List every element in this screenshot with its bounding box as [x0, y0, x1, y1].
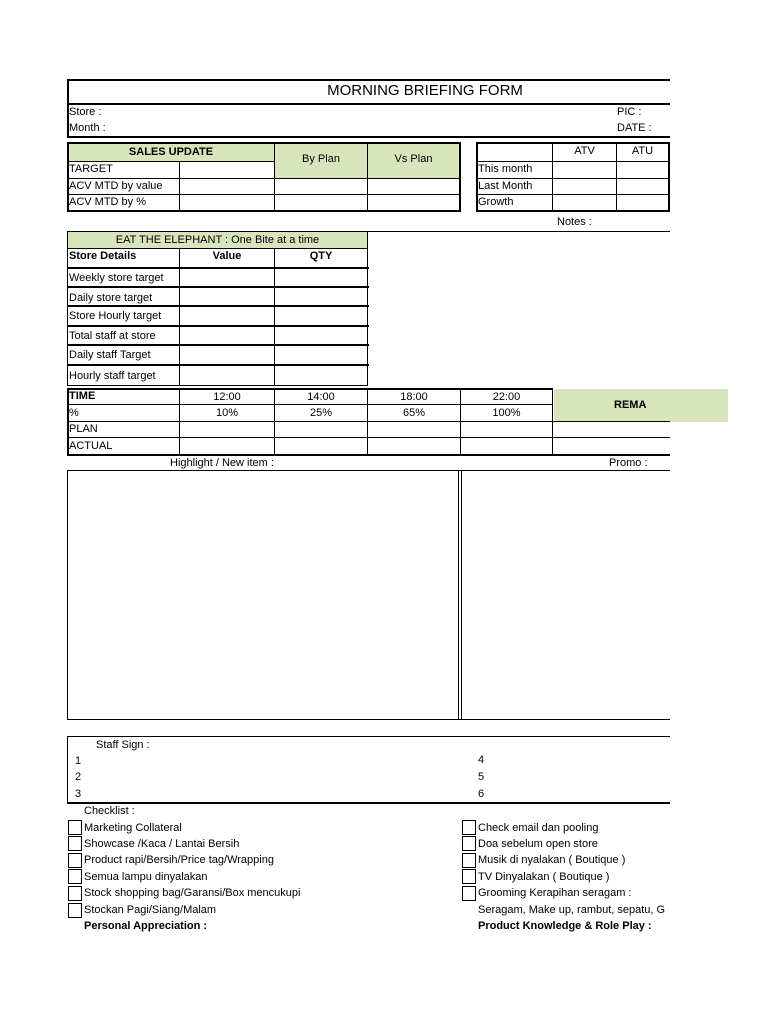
remarks-header: REMA [614, 399, 647, 411]
checklist-checkbox[interactable] [68, 853, 82, 868]
checklist-checkbox[interactable] [68, 886, 82, 901]
checklist-item: Grooming Kerapihan seragam : [478, 887, 632, 899]
pic-label: PIC : [617, 106, 642, 118]
highlight-box[interactable] [68, 471, 458, 719]
personal-appreciation-label: Personal Appreciation : [84, 920, 208, 932]
page-title: MORNING BRIEFING FORM [327, 82, 523, 99]
atv-header: ATV [574, 145, 595, 157]
sales-row-label: TARGET [69, 163, 113, 175]
checklist-item: Stock shopping bag/Garansi/Box mencukupi [84, 887, 301, 899]
percent-label: % [69, 407, 79, 419]
store-detail-row: Daily store target [69, 292, 153, 304]
sales-row-label: ACV MTD by value [69, 180, 163, 192]
checklist-checkbox[interactable] [68, 820, 82, 835]
checklist-item: Product rapi/Bersih/Price tag/Wrapping [84, 854, 274, 866]
staff-sign-number: 2 [75, 771, 82, 783]
time-slot: 18:00 [400, 391, 428, 403]
checklist-item: Check email dan pooling [478, 822, 599, 834]
highlight-label: Highlight / New item : [170, 457, 274, 469]
grooming-detail: Seragam, Make up, rambut, sepatu, G [478, 904, 666, 916]
time-percent: 65% [402, 407, 426, 419]
sales-row-label: ACV MTD by % [69, 196, 147, 208]
checklist-item: Musik di nyalakan ( Boutique ) [478, 854, 626, 866]
atv-row-label: Last Month [478, 180, 533, 192]
promo-box[interactable] [462, 471, 670, 719]
elephant-banner: EAT THE ELEPHANT : One Bite at a time [115, 234, 320, 246]
checklist-item: Marketing Collateral [84, 822, 182, 834]
atv-row-label: Growth [478, 196, 514, 208]
atu-header: ATU [631, 145, 654, 157]
checklist-checkbox[interactable] [68, 836, 82, 851]
staff-sign-number: 1 [75, 755, 82, 767]
checklist-checkbox[interactable] [462, 886, 476, 901]
checklist-checkbox[interactable] [68, 869, 82, 884]
checklist-checkbox[interactable] [462, 820, 476, 835]
store-detail-row: Hourly staff target [69, 370, 156, 382]
time-slot: 22:00 [492, 391, 521, 403]
time-percent: 100% [492, 407, 521, 419]
checklist-item: TV Dinyalakan ( Boutique ) [478, 871, 610, 883]
time-slot: 14:00 [307, 391, 335, 403]
staff-sign-number: 4 [478, 754, 485, 766]
product-knowledge-label: Product Knowledge & Role Play : [478, 920, 652, 932]
checklist-checkbox[interactable] [68, 903, 82, 918]
atv-row-label: This month [478, 163, 533, 175]
store-detail-row: Daily staff Target [69, 349, 151, 361]
checklist-item: Doa sebelum open store [478, 838, 598, 850]
checklist-checkbox[interactable] [462, 836, 476, 851]
store-detail-row: Total staff at store [69, 330, 156, 342]
store-detail-row: Store Hourly target [69, 310, 162, 322]
value-header: Value [212, 250, 242, 262]
plan-label: PLAN [69, 423, 98, 435]
checklist-item: Semua lampu dinyalakan [84, 871, 208, 883]
staff-sign-number: 5 [478, 771, 485, 783]
actual-label: ACTUAL [69, 440, 113, 452]
qty-header: QTY [309, 250, 333, 262]
store-details-header: Store Details [69, 250, 137, 262]
checklist-item: Showcase /Kaca / Lantai Bersih [84, 838, 240, 850]
vs-plan-header: Vs Plan [394, 153, 433, 165]
staff-sign-label: Staff Sign : [96, 739, 150, 751]
checklist-checkbox[interactable] [462, 869, 476, 884]
by-plan-header: By Plan [302, 153, 340, 165]
month-label: Month : [69, 122, 106, 134]
checklist-checkbox[interactable] [462, 853, 476, 868]
staff-sign-number: 3 [75, 788, 82, 800]
store-label: Store : [69, 106, 102, 118]
notes-label: Notes : [557, 216, 592, 228]
staff-sign-number: 6 [478, 788, 485, 800]
time-percent: 25% [309, 407, 333, 419]
time-percent: 10% [215, 407, 239, 419]
sales-update-heading: SALES UPDATE [128, 146, 214, 158]
date-label: DATE : [617, 122, 652, 134]
store-detail-row: Weekly store target [69, 272, 164, 284]
promo-label: Promo : [609, 457, 648, 469]
time-slot: 12:00 [213, 391, 241, 403]
time-label: TIME [69, 390, 96, 402]
checklist-item: Stockan Pagi/Siang/Malam [84, 904, 217, 916]
checklist-label: Checklist : [84, 805, 135, 817]
